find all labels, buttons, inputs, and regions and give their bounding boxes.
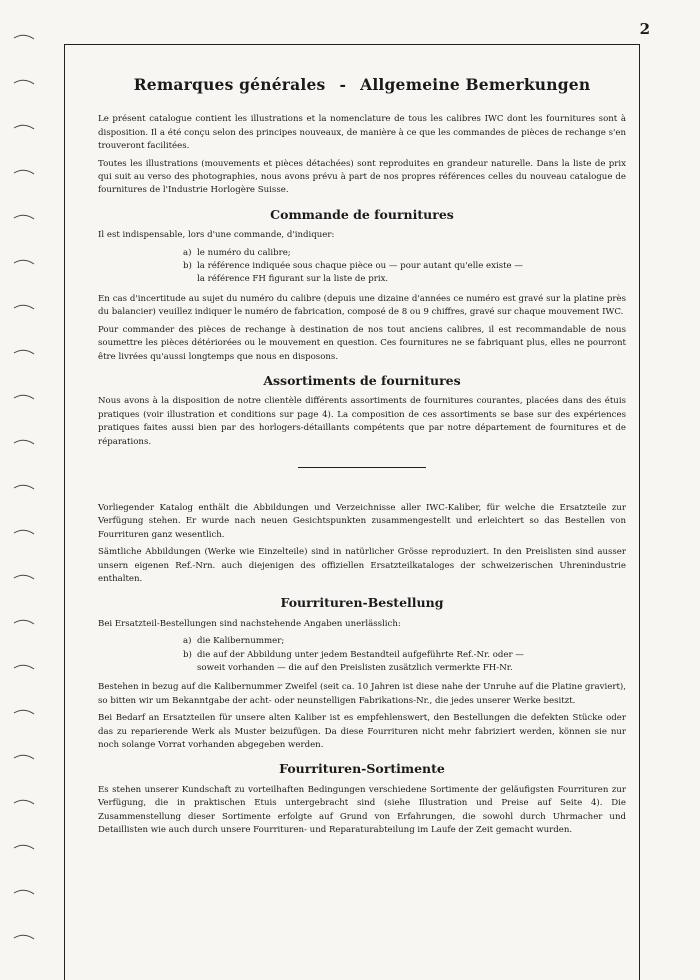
de-assortment-paragraph: Es stehen unserer Kundschaft zu vorteilhaften Bedingungen verschiedene Sortimente der geläufigsten Fourrituren zur Verfügung, die in praktischen Etuis untergebracht sind (siehe Illustration und Preise auf Seite 4). Die Zusammenstellung dieser Sortimente erfolgte auf Grund von Erfahrungen, die sowohl durch Uhrmacher und Detaillisten wie auch durch unsere Fourrituren- und Reparaturabteilung im Laufe der Zeit gemacht wurden. (98, 784, 626, 836)
de-order-heading: Fourrituren-Bestellung (280, 595, 444, 611)
title-german: Allgemeine Bemerkungen (360, 75, 591, 94)
binding-hole-mark (14, 935, 34, 939)
binding-hole-mark (14, 125, 34, 129)
binding-hole-mark (14, 665, 34, 669)
list-item (98, 247, 626, 260)
binding-hole-mark (14, 800, 34, 804)
list-item-letter: b) (183, 649, 192, 660)
fr-order-list (98, 247, 626, 287)
binding-hole-marks (0, 0, 40, 980)
fr-intro-paragraph-1: Le présent catalogue contient les illustrations et la nomenclature de tous les calibres IWC dont les fournitures sont à disposition. Il a été conçu selon des principes nouveaux, de manière à ce que les commandes de pièces de rechange s'en trouveront facilitées. (98, 114, 626, 152)
binding-hole-mark (14, 620, 34, 624)
list-item-letter: a) (183, 247, 192, 258)
fr-intro-paragraph-2: Toutes les illustrations (mouvements et pièces détachées) sont reproduites en grandeur naturelle. Dans la liste de prix qui suit au verso des photographies, nous avons prévu à part de nos propres références celles du nouveau catalogue de fournitures de l'Industrie Horlogère Suisse. (98, 158, 626, 196)
list-item-text: la référence indiquée sous chaque pièce ou — pour autant qu'elle existe — (197, 261, 523, 272)
fr-assortment-heading: Assortiments de fournitures (263, 372, 461, 388)
de-intro-paragraph-2: Sämtliche Abbildungen (Werke wie Einzelteile) sind in natürlicher Grösse reproduziert. In den Preislisten sind ausser unsern eigenen Ref.-Nrn. auch diejenigen des offiziellen Ersatzteilkataloges der schweizerischen Uhrenindustrie enthalten. (98, 547, 626, 584)
binding-hole-mark (14, 305, 34, 309)
binding-hole-mark (14, 215, 34, 219)
binding-hole-mark (14, 485, 34, 489)
binding-hole-mark (14, 395, 34, 399)
fr-assortment-paragraph: Nous avons à la disposition de notre clientèle différents assortiments de fournitures courantes, placées dans des étuis pratiques (voir illustration et conditions sur page 4). La composition de ces assortiments se base sur des expériences pratiques faites aussi bien par des horlogers-détaillants compétents que par notre département de fournitures et de réparations. (98, 396, 626, 447)
binding-hole-mark (14, 575, 34, 579)
document-body (98, 75, 626, 841)
fr-order-paragraph-1: En cas d'incertitude au sujet du numéro du calibre (depuis une dizaine d'années ce numéro est gravé sur la platine près du balancier) veuillez indiquer le numéro de fabrication, composé de 8 ou 9 chiffres, gravé sur chaque mouvement IWC. (98, 293, 626, 318)
binding-hole-mark (14, 35, 34, 39)
binding-hole-mark (14, 755, 34, 759)
page-title (98, 75, 626, 94)
page-number: 2 (639, 20, 650, 38)
binding-marks-svg (0, 0, 40, 980)
binding-hole-mark (14, 350, 34, 354)
list-item-text: die auf der Abbildung unter jedem Bestandteil aufgeführte Ref.-Nr. oder — (197, 649, 524, 660)
binding-hole-mark (14, 845, 34, 849)
binding-hole-mark (14, 530, 34, 534)
title-separator: - (339, 75, 347, 94)
de-order-list (98, 635, 626, 675)
list-item (98, 260, 626, 273)
section-divider (298, 467, 426, 468)
list-item-text: le numéro du calibre; (197, 247, 291, 258)
binding-hole-mark (14, 260, 34, 264)
list-item (98, 635, 626, 648)
binding-hole-mark (14, 710, 34, 714)
list-item-continuation: la référence FH figurant sur la liste de prix. (197, 274, 389, 285)
list-item-letter: a) (183, 636, 192, 647)
binding-hole-mark (14, 890, 34, 894)
de-intro-paragraph-1: Vorliegender Katalog enthält die Abbildungen und Verzeichnisse aller IWC-Kaliber, für welche die Ersatzteile zur Verfügung stehen. Er wurde nach neuen Gesichtspunkten zusammengestellt und erleichtert so das Bestellen von Fourrituren ganz wesentlich. (98, 502, 626, 540)
list-item-text: die Kalibernummer; (197, 636, 285, 647)
de-order-paragraph-1: Bestehen in bezug auf die Kalibernummer Zweifel (seit ca. 10 Jahren ist diese nahe der Unruhe auf die Platine graviert), so bitten wir um Bekanntgabe der acht- oder neunstelligen Fabrikations-Nr., die jedes unserer Werke besitzt. (98, 682, 626, 706)
binding-hole-mark (14, 440, 34, 444)
de-assortment-heading: Fourrituren-Sortimente (279, 761, 445, 777)
fr-order-heading: Commande de fournitures (270, 206, 454, 222)
fr-order-lead: Il est indispensable, lors d'une commande, d'indiquer: (98, 230, 335, 241)
de-order-lead: Bei Ersatzteil-Bestellungen sind nachstehende Angaben unerlässlich: (98, 618, 401, 629)
list-item (98, 649, 626, 662)
fr-order-paragraph-2: Pour commander des pièces de rechange à destination de nos tout anciens calibres, il est recommandable de nous soumettre les pièces détériorées ou le mouvement en question. Ces fournitures ne se fabriquant plus, elles ne pourront être livrées qu'aussi longtemps que nous en disposons. (98, 324, 626, 362)
de-order-paragraph-2: Bei Bedarf an Ersatzteilen für unsere alten Kaliber ist es empfehlenswert, den Bestellungen die defekten Stücke oder das zu reparierende Werk als Muster beizufügen. Da diese Fourrituren nicht mehr fabriziert werden, können sie nur noch solange Vorrat vorhanden abgegeben werden. (98, 713, 626, 751)
binding-hole-mark (14, 80, 34, 84)
list-item-letter: b) (183, 261, 192, 272)
title-french: Remarques générales (133, 75, 326, 94)
binding-hole-mark (14, 170, 34, 174)
list-item-continuation: soweit vorhanden — die auf den Preislisten zusätzlich vermerkte FH-Nr. (197, 663, 513, 673)
